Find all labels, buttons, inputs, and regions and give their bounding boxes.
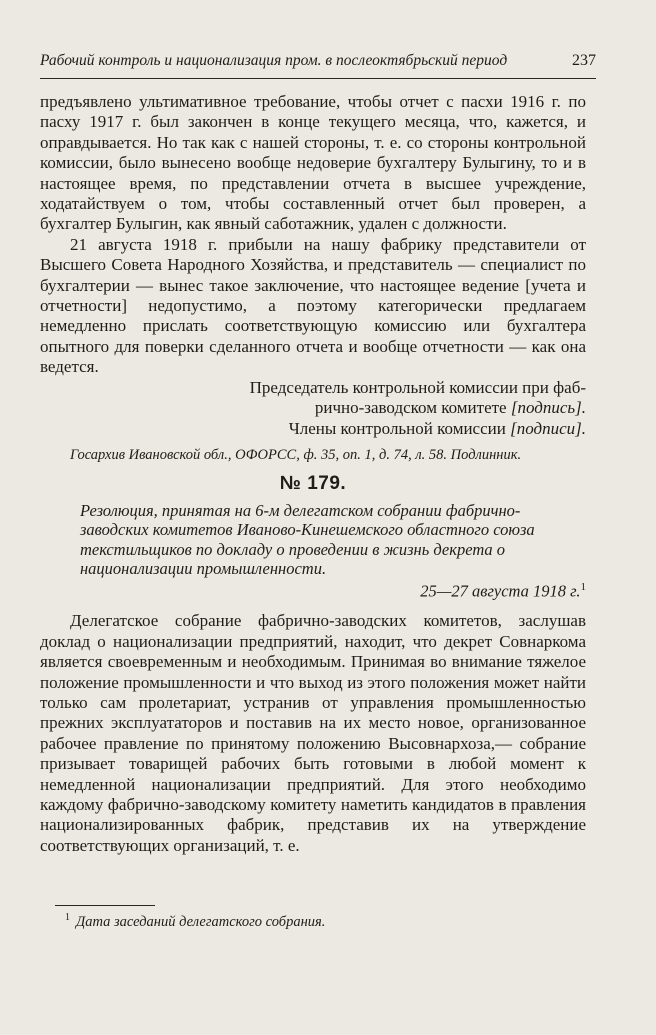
signature-chairman-text: рично-заводском комитете bbox=[314, 398, 511, 418]
signature-members-note: [подписи]. bbox=[510, 418, 586, 438]
signature-chairman-note: [подпись]. bbox=[510, 398, 586, 418]
signature-chairman-line1: Председатель контрольной комиссии при фаб- bbox=[249, 377, 586, 397]
date-footnote-mark: 1 bbox=[580, 580, 586, 593]
document-number: № 179. bbox=[279, 472, 347, 494]
document-date bbox=[40, 581, 586, 602]
footnote-rule bbox=[55, 905, 155, 906]
signature-chairman-line2 bbox=[40, 398, 586, 418]
page-body bbox=[40, 92, 586, 856]
paragraph-august-visit: 21 августа 1918 г. прибыли на нашу фабрику представители от Высшего Совета Народного Хозяйства, и представитель — специалист по бухгалтерии — вынес такое заключение, что настоящее ведение [учета и отчетности] недопустимо, а поэтому категорически предлагаем немедленно прислать соответствующую комиссию или бухгалтера опытного для поверки сделанного отчета и вообще отчетности — как она ведется. bbox=[40, 234, 586, 377]
footnote-mark: 1 bbox=[65, 912, 70, 923]
footnote-text: Дата заседаний делегатского собрания. bbox=[76, 913, 326, 930]
paragraph-report-continued: предъявлено ультимативное требование, чтобы отчет с пасхи 1916 г. по пасху 1917 г. был закончен в конце текущего месяца, что, кажется, и оправдывается. Но так как с нашей стороны, т. е. со стороны контрольной комиссии, было вынесено вообще недоверие бухгалтеру Булыгину, то и в настоящее время, по представлении отчета в высшее учреждение, ходатайствуем о том, чтобы составленный отчет был проверен, а бухгалтер Булыгин, как явный саботажник, удален с должности. bbox=[40, 92, 586, 234]
header-rule bbox=[40, 78, 596, 79]
signature-members bbox=[40, 419, 586, 439]
signature-members-text: Члены контрольной комиссии bbox=[288, 418, 511, 438]
resolution-text: Делегатское собрание фабрично-заводских комитетов, заслушав доклад о национализации предприятий, находит, что декрет Совнаркома является своевременным и необходимым. Принимая во внимание тяжелое положение промышленности и что выход из этого положения может найти только сам пролетариат, устранив от управления промышленностью прежних эксплуататоров и поставив на их место новое, организованное рабочее правление по принятому положению Высовнархоза,— собрание призывает товарищей рабочих быть готовыми в любой момент к немедленной национализации предприятий. Для этого необходимо каждому фабрично-заводскому комитету наметить кандидатов в правления национализированных фабрик, представив их на утверждение соответствующих организаций, т. е. bbox=[40, 611, 586, 855]
page-number: 237 bbox=[572, 52, 596, 69]
running-title: Рабочий контроль и национализация пром. в послеоктябрьский период bbox=[40, 52, 508, 69]
document-date-text: 25—27 августа 1918 г. bbox=[420, 581, 581, 601]
footnote bbox=[65, 912, 325, 931]
running-head bbox=[40, 52, 596, 70]
document-title: Резолюция, принятая на 6-м делегатском собрании фабрично-заводских комитетов Иваново-Кинешемского областного союза текстильщиков по докладу о проведении в жизнь декрета о национализации промышленности. bbox=[80, 500, 535, 579]
archive-source: Госархив Ивановской обл., ОФОРСС, ф. 35, оп. 1, д. 74, л. 58. Подлинник. bbox=[70, 446, 522, 463]
